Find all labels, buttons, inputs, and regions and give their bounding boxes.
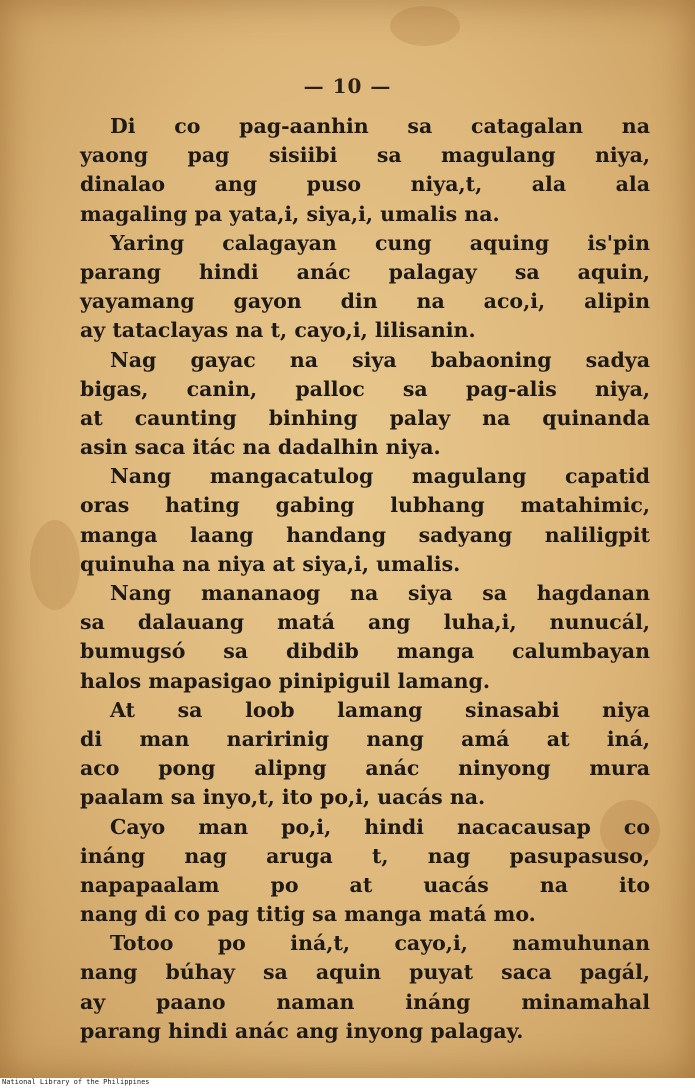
text-line: quinuha na niya at siya,i, umalis. [80, 551, 461, 576]
text-line: at caunting binhing palay na quinanda [80, 405, 650, 430]
text-line: Nag gayac na siya babaoning sadya [110, 347, 650, 372]
text-line: paalam sa inyo,t, ito po,i, uacás na. [80, 785, 486, 810]
page-number: — 10 — [303, 74, 392, 98]
text-line: ináng nag aruga t, nag pasupasuso, [80, 843, 650, 868]
text-line: aco pong alipng anác ninyong mura [80, 756, 650, 781]
text-line: ay paano naman ináng minamahal [80, 989, 650, 1014]
text-line: sa dalauang matá ang luha,i, nunucál, [80, 610, 650, 635]
text-line: Nang mangacatulog magulang capatid [110, 464, 650, 489]
poem-text [80, 112, 650, 1046]
text-line: dinalao ang puso niya,t, ala ala [80, 172, 650, 197]
text-line: oras hating gabing lubhang matahimic, [80, 493, 650, 518]
text-line: Totoo po iná,t, cayo,i, namuhunan [110, 931, 650, 956]
text-line: nang di co pag titig sa manga matá mo. [80, 902, 536, 927]
library-credit: National Library of the Philippines [2, 1078, 150, 1086]
text-line: manga laang handang sadyang naliligpit [80, 522, 650, 547]
text-line: parang hindi anác palagay sa aquin, [80, 259, 650, 284]
text-line: bumugsó sa dibdib manga calumbayan [80, 639, 650, 664]
text-line: napapaalam po at uacás na ito [80, 872, 650, 897]
text-line: asin saca itác na dadalhin niya. [80, 435, 441, 460]
text-line: nang búhay sa aquin puyat saca pagál, [80, 960, 650, 985]
text-line: Di co pag-aanhin sa catagalan na [110, 114, 650, 138]
text-line: Cayo man po,i, hindi nacacausap co [110, 814, 650, 839]
text-line: yaong pag sisiibi sa magulang niya, [80, 143, 650, 168]
paper-stain [30, 520, 80, 610]
text-line: bigas, canin, palloc sa pag-alis niya, [80, 376, 650, 401]
text-line: At sa loob lamang sinasabi niya [110, 697, 650, 722]
text-line: Yaring calagayan cung aquing is'pin [110, 230, 650, 255]
text-line: di man naririnig nang amá at iná, [80, 726, 650, 751]
text-line: parang hindi anác ang inyong palagay. [80, 1018, 524, 1043]
text-line: magaling pa yata,i, siya,i, umalis na. [80, 201, 500, 226]
text-line: Nang mananaog na siya sa hagdanan [110, 581, 650, 605]
text-line: yayamang gayon din na aco,i, alipin [80, 289, 650, 314]
paper-stain [390, 6, 460, 46]
text-line: halos mapasigao pinipiguil lamang. [80, 668, 490, 693]
text-line: ay tataclayas na t, cayo,i, lilisanin. [80, 318, 476, 343]
